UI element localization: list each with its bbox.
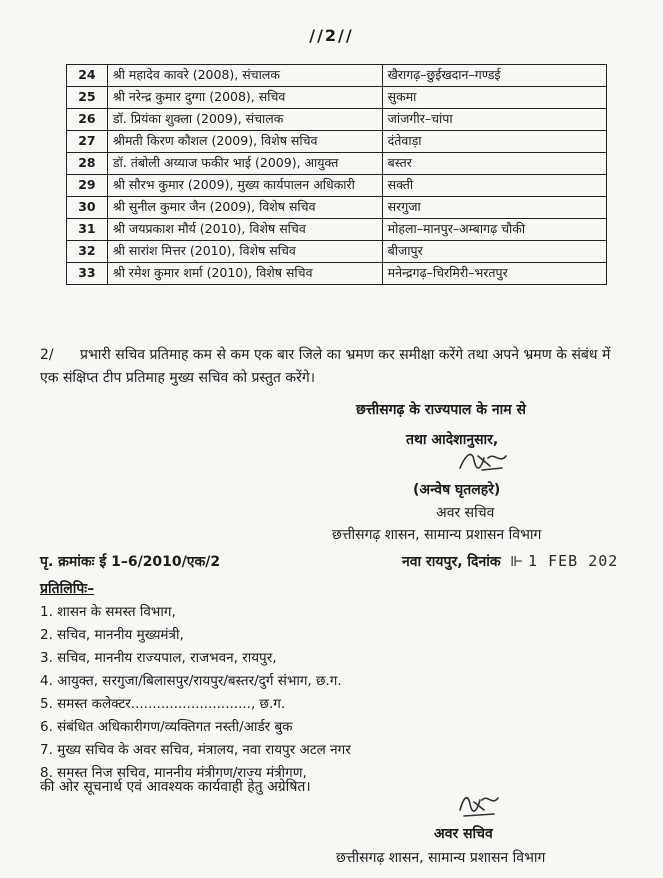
district-name: सुकमा [382, 87, 606, 109]
row-number: 31 [67, 219, 108, 241]
officer-name: श्रीमती किरण कौशल (2009), विशेष सचिव [107, 131, 382, 153]
officer-name: श्री जयप्रकाश मौर्य (2010), विशेष सचिव [107, 219, 382, 241]
paragraph-number: 2/ [40, 347, 54, 363]
page-number: //2// [309, 26, 354, 45]
list-item: 5. समस्त कलेक्टर............................, छ.ग. [40, 696, 286, 712]
list-item: 6. संबंधित अधिकारीगण/व्यक्तिगत नस्ती/आर्डर बुक [40, 719, 293, 735]
officer-name: श्री महादेव कावरे (2008), संचालक [107, 65, 382, 87]
order-number: पृ. क्रमांकः ई 1–6/2010/एक/2 [40, 554, 221, 570]
row-number: 25 [67, 87, 108, 109]
date-stamp-mark-icon: ⊩ [505, 554, 529, 570]
date-stamp: 1 FEB 202 [528, 552, 619, 570]
officer-name: श्री सुनील कुमार जैन (2009), विशेष सचिव [107, 197, 382, 219]
copy-to-heading: प्रतिलिपिः– [40, 581, 95, 597]
table-row [67, 263, 607, 285]
table-row [67, 175, 607, 197]
signatory-department: छत्तीसगढ़ शासन, सामान्य प्रशासन विभाग [332, 527, 542, 543]
copy-to-list [40, 601, 640, 785]
row-number: 32 [67, 241, 108, 263]
signatory-designation: अवर सचिव [436, 505, 495, 521]
district-name: मोहला–मानपुर–अम्बागढ़ चौकी [382, 219, 606, 241]
table-row [67, 241, 607, 263]
table-row [67, 131, 607, 153]
order-date [402, 552, 618, 571]
list-item: 3. सचिव, माननीय राज्यपाल, राजभवन, रायपुर, [40, 650, 277, 666]
signature-authority-line: तथा आदेशानुसार, [406, 432, 499, 448]
row-number: 26 [67, 109, 108, 131]
row-number: 30 [67, 197, 108, 219]
row-number: 33 [67, 263, 108, 285]
officer-name: श्री सारांश मित्तर (2010), विशेष सचिव [107, 241, 382, 263]
officer-name: डॉ. प्रियंका शुक्ला (2009), संचालक [107, 109, 382, 131]
table-row [67, 109, 607, 131]
district-name: बीजापुर [382, 241, 606, 263]
district-name: बस्तर [382, 153, 606, 175]
signatory-designation: अवर सचिव [434, 826, 493, 842]
officer-name: श्री नरेन्द्र कुमार दुग्गा (2008), सचिव [107, 87, 382, 109]
officers-table [66, 64, 607, 285]
signatory-department: छत्तीसगढ़ शासन, सामान्य प्रशासन विभाग [336, 850, 546, 866]
list-item: 4. आयुक्त, सरगुजा/बिलासपुर/रायपुर/बस्तर/दुर्ग संभाग, छ.ग. [40, 673, 342, 689]
row-number: 28 [67, 153, 108, 175]
forwarding-note: की ओर सूचनार्थ एवं आवश्यक कार्यवाही हेतु अग्रेषित। [40, 779, 311, 795]
row-number: 27 [67, 131, 108, 153]
row-number: 29 [67, 175, 108, 197]
row-number: 24 [67, 65, 108, 87]
district-name: सरगुजा [382, 197, 606, 219]
district-name: सक्ती [382, 175, 606, 197]
table-row [67, 219, 607, 241]
handwritten-signature-icon [454, 790, 504, 820]
district-name: खैरागढ़–छुईखदान–गण्डई [382, 65, 606, 87]
paragraph-text: प्रभारी सचिव प्रतिमाह कम से कम एक बार जिले का भ्रमण कर समीक्षा करेंगे तथा अपने भ्रमण के संबंध में एक संक्षिप्त टीप प्रतिमाह मुख्य सचिव को प्रस्तुत करेंगे। [40, 347, 611, 386]
officer-name: श्री सौरभ कुमार (2009), मुख्य कार्यपालन अधिकारी [107, 175, 382, 197]
date-label: नवा रायपुर, दिनांक [402, 554, 501, 570]
district-name: दंतेवाड़ा [382, 131, 606, 153]
table-row [67, 153, 607, 175]
paragraph-2 [40, 344, 620, 390]
list-item: 7. मुख्य सचिव के अवर सचिव, मंत्रालय, नवा रायपुर अटल नगर [40, 742, 351, 758]
list-item: 1. शासन के समस्त विभाग, [40, 604, 176, 620]
district-name: मनेन्द्रगढ़–चिरमिरी–भरतपुर [382, 263, 606, 285]
handwritten-signature-icon [456, 446, 512, 476]
table-row [67, 87, 607, 109]
signature-authority-line: छत्तीसगढ़ के राज्यपाल के नाम से [356, 402, 526, 418]
list-item: 2. सचिव, माननीय मुख्यमंत्री, [40, 627, 184, 643]
table-row [67, 197, 607, 219]
list-item: 8. समस्त निज सचिव, माननीय मंत्रीगण/राज्य मंत्रीगण, [40, 765, 307, 781]
district-name: जांजगीर–चांपा [382, 109, 606, 131]
signatory-name: (अन्वेष घृतलहरे) [413, 482, 501, 498]
officer-name: डॉ. तंबोली अय्याज फकीर भाई (2009), आयुक्त [107, 153, 382, 175]
table-row [67, 65, 607, 87]
officer-name: श्री रमेश कुमार शर्मा (2010), विशेष सचिव [107, 263, 382, 285]
